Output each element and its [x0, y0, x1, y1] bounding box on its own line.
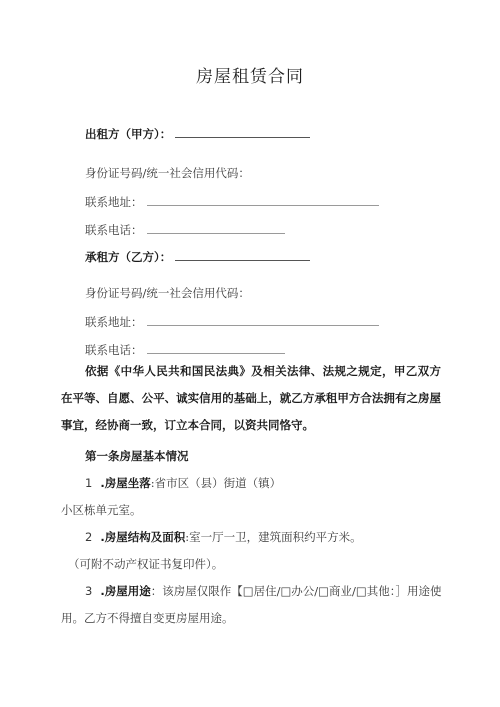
item-1-row	[85, 475, 281, 491]
lessor-phone-blank	[147, 221, 285, 234]
item-3-number: 3	[85, 584, 93, 598]
item-1-continuation: 小区栋单元室。	[61, 503, 142, 517]
lessee-name-blank	[175, 248, 310, 261]
lessee-address-row	[85, 313, 379, 330]
item-3-label: .房屋用途	[100, 584, 151, 598]
lessor-address-blank	[147, 193, 379, 206]
preamble-paragraph: 依据《中华人民共和国民法典》及相关法律、法规之规定，甲乙双方在平等、自愿、公平、诚实信用的基础上，就乙方承租甲方合法拥有之房屋事宜，经协商一致，订立本合同，以资共同恪守。	[61, 364, 441, 432]
item-2-continuation: （可附不动产权证书复印件）。	[68, 557, 224, 571]
lessee-address-label: 联系地址：	[85, 315, 143, 329]
lessee-row	[85, 248, 310, 265]
lessor-name-blank	[175, 125, 310, 138]
lessor-id-row	[85, 165, 250, 181]
lessee-phone-row	[85, 341, 285, 358]
lessor-label: 出租方（甲方）：	[85, 127, 172, 141]
item-3-continuation: 用。乙方不得擅自变更房屋用途。	[61, 611, 234, 625]
lessor-phone-label: 联系电话：	[85, 223, 143, 237]
item-1-label: .房屋坐落	[100, 476, 151, 490]
item-2-row	[85, 529, 362, 545]
item-1-text: :省市区（县）街道（镇）	[150, 476, 282, 490]
lessor-address-row	[85, 193, 379, 210]
lessee-id-row	[85, 285, 250, 301]
lessor-id-label: 身份证号码/统一社会信用代码：	[85, 166, 250, 180]
section-1-heading	[85, 448, 189, 464]
item-2-number: 2	[85, 530, 93, 544]
document-title: 房屋租赁合同	[196, 67, 304, 87]
item-3-row	[85, 583, 442, 599]
item-2-text: :室一厅一卫，建筑面积约平方米。	[185, 530, 362, 544]
lessor-phone-row	[85, 221, 285, 238]
lessee-label: 承租方（乙方）：	[85, 250, 172, 264]
lessee-phone-label: 联系电话：	[85, 343, 143, 357]
lessee-address-blank	[147, 313, 379, 326]
lessee-id-label: 身份证号码/统一社会信用代码：	[85, 286, 250, 300]
item-2-label: .房屋结构及面积	[100, 530, 186, 544]
lessee-phone-blank	[147, 341, 285, 354]
item-3-text: ：该房屋仅限作【□居住/□办公/□商业/□其他：］用途使	[150, 584, 442, 598]
lessor-row	[85, 125, 310, 142]
section-1-heading-text: 第一条房屋基本情况	[85, 449, 189, 463]
lessor-address-label: 联系地址：	[85, 195, 143, 209]
item-1-number: 1	[85, 476, 93, 490]
